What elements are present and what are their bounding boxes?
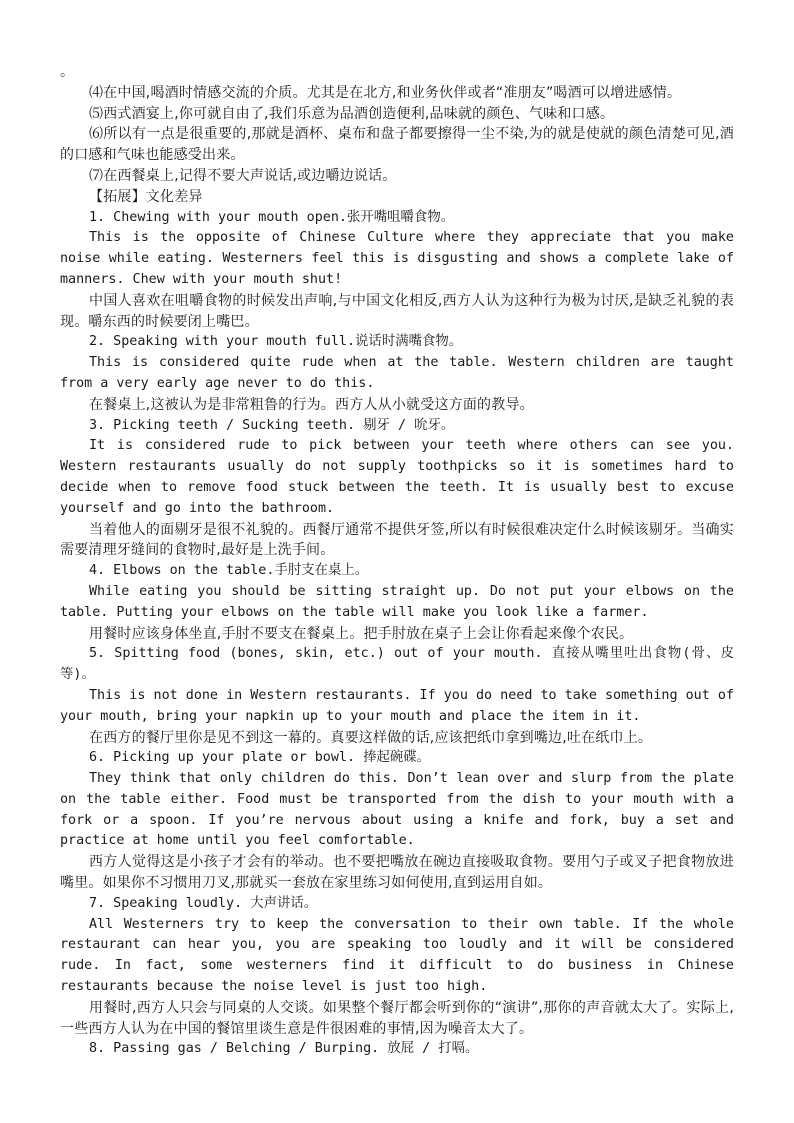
item-4-chinese: 用餐时应该身体坐直,手肘不要支在餐桌上。把手肘放在桌子上会让你看起来像个农民。 [89,625,634,642]
item-7-chinese: 用餐时,西方人只会与同桌的人交谈。如果整个餐厅都会听到你的“演讲”,那你的声音就太大了。实际上,一些西方人认为在中国的餐馆里谈生意是件很困难的事情,因为噪音太大了。 [60,999,734,1037]
item-6-title: 6. Picking up your plate or bowl. 捧起碗碟。 [89,750,431,766]
item-6-chinese: 西方人觉得这是小孩子才会有的举动。也不要把嘴放在碗边直接吸取食物。要用勺子或叉子把食物放进嘴里。如果你不习惯用刀叉,那就买一套放在家里练习如何使用,直到运用自如。 [60,854,734,892]
document-page [60,62,734,1060]
item-1-english: This is the opposite of Chinese Culture where they appreciate that you make noise while eating. Westerners feel this is disgusting and shows a complete lake of manners. Chew with your mouth shut! [60,230,734,287]
item-1-chinese: 中国人喜欢在咀嚼食物的时候发出声响,与中国文化相反,西方人认为这种行为极为讨厌,是缺乏礼貌的表现。嚼东西的时候要闭上嘴巴。 [60,292,734,330]
section-heading: 【拓展】文化差异 [89,188,203,205]
item-5-english: This is not done in Western restaurants. If you do need to take something out of your mouth, bring your napkin up to your mouth and place the item in it. [60,687,734,724]
item-7-title: 7. Speaking loudly. 大声讲话。 [89,895,318,911]
item-2-chinese: 在餐桌上,这被认为是非常粗鲁的行为。西方人从小就受这方面的教导。 [89,396,534,413]
item-3-chinese: 当着他人的面剔牙是很不礼貌的。西餐厅通常不提供牙签,所以有时候很难决定什么时候该剔牙。当确实需要清理牙缝间的食物时,最好是上洗手间。 [60,521,734,559]
item-1-title: 1. Chewing with your mouth open.张开嘴咀嚼食物。 [89,209,455,225]
wine-paragraph-4: ⑷在中国,喝酒时情感交流的介质。尤其是在北方,和业务伙伴或者“准朋友”喝酒可以增进感情。 [89,84,682,101]
item-2-title: 2. Speaking with your mouth full.说话时满嘴食物。 [89,334,463,350]
item-4-title: 4. Elbows on the table.手肘支在桌上。 [89,563,369,579]
wine-paragraph-6: ⑹所以有一点是很重要的,那就是酒杯、桌布和盘子都要擦得一尘不染,为的就是使就的颜色清楚可见,酒的口感和气味也能感受出来。 [60,126,734,164]
wine-paragraph-5: ⑸西式酒宴上,你可就自由了,我们乐意为品酒创造便利,品味就的颜色、气味和口感。 [89,105,615,122]
item-3-title: 3. Picking teeth / Sucking teeth. 剔牙 / 吮牙。 [89,417,455,433]
item-6-english: They think that only children do this. Don’t lean over and slurp from the plate on the table either. Food must be transported from the dish to your mouth with a fork or a spoon. If you’re nervous about using a knife and fork, buy a set and practice at home until you feel comfortable. [60,771,734,849]
item-5-title: 5. Spitting food (bones, skin, etc.) out of your mouth. 直接从嘴里吐出食物(骨、皮等)。 [60,646,734,683]
item-8-title: 8. Passing gas / Belching / Burping. 放屁 / 打嗝。 [89,1041,479,1057]
wine-paragraph-7: ⑺在西餐桌上,记得不要大声说话,或边嚼边说话。 [89,167,397,184]
text-line: 。 [60,64,75,80]
item-7-english: All Westerners try to keep the conversation to their own table. If the whole restaurant can hear you, you are speaking too loudly and it will be considered rude. In fact, some westerners find it difficult to do business in Chinese restaurants because the noise level is just too high. [60,916,734,995]
item-5-chinese: 在西方的餐厅里你是见不到这一幕的。真要这样做的话,应该把纸巾拿到嘴边,吐在纸巾上。 [89,729,653,746]
item-2-english: This is considered quite rude when at the table. Western children are taught from a very early age never to do this. [60,355,734,391]
item-3-english: It is considered rude to pick between your teeth where others can see you. Western restaurants usually do not supply toothpicks so it is sometimes hard to decide when to remove food stuck between the teeth. It is usually best to excuse yourself and go into the bathroom. [60,438,734,516]
item-4-english: While eating you should be sitting straight up. Do not put your elbows on the table. Putting your elbows on the table will make you look like a farmer. [60,583,734,620]
